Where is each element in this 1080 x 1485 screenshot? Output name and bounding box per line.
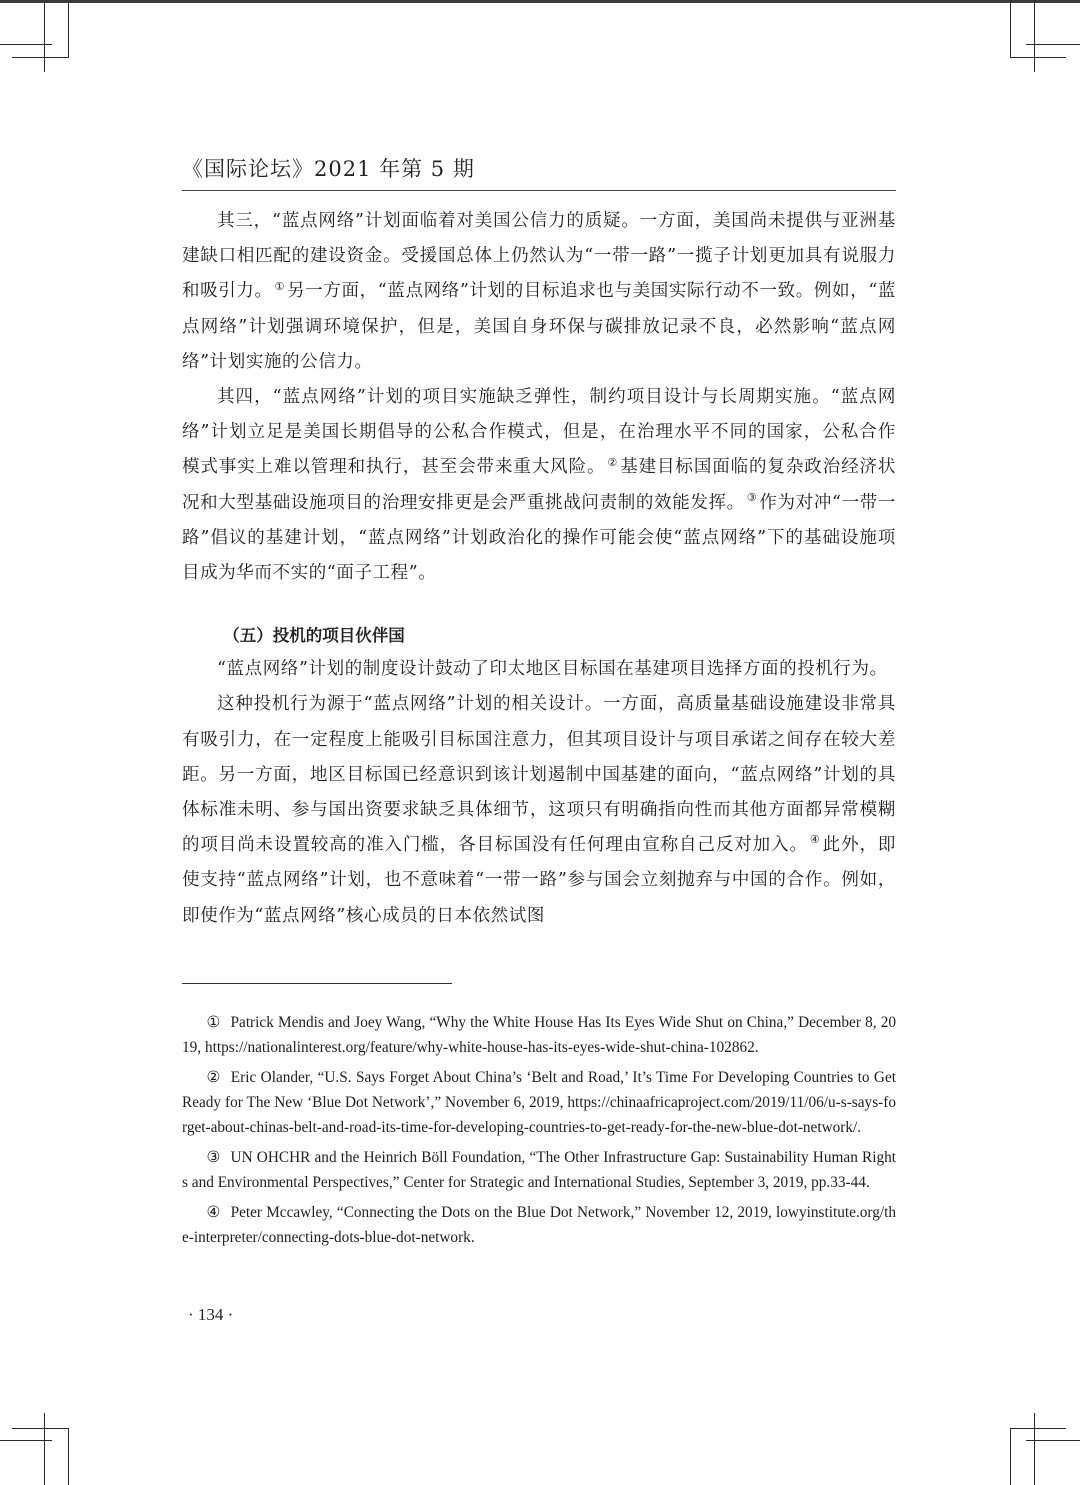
footnote-rule bbox=[182, 983, 452, 984]
footnote bbox=[182, 1200, 896, 1250]
footnote-number: ② bbox=[206, 1069, 221, 1086]
paragraph-text: “蓝点网络”计划的制度设计鼓动了印太地区目标国在基建项目选择方面的投机行为。 bbox=[217, 659, 888, 680]
crop-mark-top-left-horizontal bbox=[0, 44, 52, 45]
section-heading: （五）投机的项目伙伴国 bbox=[223, 626, 405, 646]
paragraph-text: 作为对冲“一带一路”倡议的基建计划，“蓝点网络”计划政治化的操作可能会使“蓝点网络”下的基础设施项目成为华而不实的“面子工程”。 bbox=[182, 492, 896, 584]
crop-mark-bottom-left-horizontal bbox=[0, 1440, 52, 1441]
top-border bbox=[0, 0, 1080, 3]
article-body bbox=[182, 204, 896, 934]
crop-mark-bottom-left-inner-v bbox=[68, 1428, 69, 1485]
footnote-text: UN OHCHR and the Heinrich Böll Foundation, “The Other Infrastructure Gap: Sustainability Human Rights and Environmental Perspectives,” Center for Strategic and International Studies, September 3, 2019, pp.33-44. bbox=[182, 1149, 897, 1191]
footnote-text: Patrick Mendis and Joey Wang, “Why the White House Has Its Eyes Wide Shut on China,” December 8, 2019, https://nationalinterest.org/feature/why-white-house-has-its-eyes-wide-shut-china-102862. bbox=[182, 1014, 896, 1056]
crop-mark-top-right-horizontal bbox=[1010, 57, 1066, 58]
crop-mark-top-right-inner-v bbox=[1034, 0, 1035, 72]
footnote-ref[interactable]: ① bbox=[274, 279, 286, 293]
page-number: · 134 · bbox=[188, 1305, 234, 1324]
paragraph-text: 另一方面，“蓝点网络”计划的目标追求也与美国实际行动不一致。例如，“蓝点网络”计划强调环境保护，但是，美国自身环保与碳排放记录不良，必然影响“蓝点网络”计划实施的公信力。 bbox=[182, 281, 897, 372]
crop-mark-bottom-right-inner-h bbox=[1026, 1440, 1080, 1441]
crop-mark-top-left-inner-h bbox=[12, 57, 69, 58]
body-paragraph bbox=[182, 687, 896, 933]
header-rule bbox=[182, 190, 896, 191]
footnote-number: ① bbox=[206, 1014, 221, 1031]
paragraph-group-before bbox=[182, 204, 896, 591]
crop-mark-bottom-left-inner-h bbox=[12, 1428, 69, 1429]
paragraph-text: 其三，“蓝点网络”计划面临着对美国公信力的质疑。一方面，美国尚未提供与亚洲基建缺口相匹配的建设资金。受援国总体上仍然认为“一带一路”一揽子计划更加具有说服力和吸引力。 bbox=[182, 211, 896, 302]
crop-mark-top-left-vertical bbox=[44, 0, 45, 72]
footnote-ref[interactable]: ③ bbox=[746, 490, 758, 504]
footnote-text: Eric Olander, “U.S. Says Forget About China’s ‘Belt and Road,’ It’s Time For Developing Countries to Get Ready for The New ‘Blue Dot Network’,” November 6, 2019, https://chinaafricaproject.com/2019/11/06/u-s-says-forget-about-chinas-belt-and-road-its-time-for-developing-countries-to-get-ready-for-the-new-blue-dot-network/. bbox=[182, 1069, 896, 1136]
footnote-ref[interactable]: ④ bbox=[809, 833, 821, 847]
footnote bbox=[182, 1145, 896, 1195]
crop-mark-top-right-vertical bbox=[1010, 0, 1011, 57]
running-header: 《国际论坛》2021 年第 5 期 bbox=[182, 157, 475, 181]
footnote bbox=[182, 1010, 896, 1060]
footnote-number: ④ bbox=[206, 1204, 221, 1221]
paragraph-text: 这种投机行为源于“蓝点网络”计划的相关设计。一方面，高质量基础设施建设非常具有吸引力，在一定程度上能吸引目标国注意力，但其项目设计与项目承诺之间存在较大差距。另一方面，地区目标国已经意识到该计划遏制中国基建的面向，“蓝点网络”计划的具体标准未明、参与国出资要求缺乏具体细节，这项只有明确指向性而其他方面都异常模糊的项目尚未设置较高的准入门槛，各目标国没有任何理由宣称自己反对加入。 bbox=[182, 694, 896, 856]
paragraph-group-after bbox=[182, 652, 896, 934]
footnote-number: ③ bbox=[206, 1149, 221, 1166]
crop-mark-bottom-left-vertical bbox=[44, 1413, 45, 1485]
body-paragraph bbox=[182, 652, 896, 687]
footnote-ref[interactable]: ② bbox=[607, 455, 619, 469]
paragraph-text: 其四，“蓝点网络”计划的项目实施缺乏弹性，制约项目设计与长周期实施。“蓝点网络”计划立足是美国长期倡导的公私合作模式，但是，在治理水平不同的国家，公私合作模式事实上难以管理和执行，甚至会带来重大风险。 bbox=[182, 387, 896, 478]
crop-mark-bottom-right-inner-v bbox=[1034, 1413, 1035, 1485]
footnotes bbox=[182, 1010, 896, 1255]
footnote-text: Peter Mccawley, “Connecting the Dots on the Blue Dot Network,” November 12, 2019, lowyinstitute.org/the-interpreter/connecting-dots-blue-dot-network. bbox=[182, 1204, 896, 1246]
body-paragraph bbox=[182, 204, 896, 380]
crop-mark-top-left-inner-v bbox=[68, 0, 69, 57]
crop-mark-bottom-right-vertical bbox=[1010, 1428, 1011, 1485]
footnote bbox=[182, 1065, 896, 1140]
crop-mark-top-right-inner-h bbox=[1026, 44, 1080, 45]
paragraph-text: 基建目标国面临的复杂政治经济状况和大型基础设施项目的治理安排更是会严重挑战问责制的效能发挥。 bbox=[182, 457, 897, 513]
body-paragraph bbox=[182, 380, 896, 591]
paragraph-text: 此外，即使支持“蓝点网络”计划，也不意味着“一带一路”参与国会立刻抛弃与中国的合作。例如，即使作为“蓝点网络”核心成员的日本依然试图 bbox=[182, 835, 896, 926]
crop-mark-bottom-right-horizontal bbox=[1010, 1428, 1066, 1429]
